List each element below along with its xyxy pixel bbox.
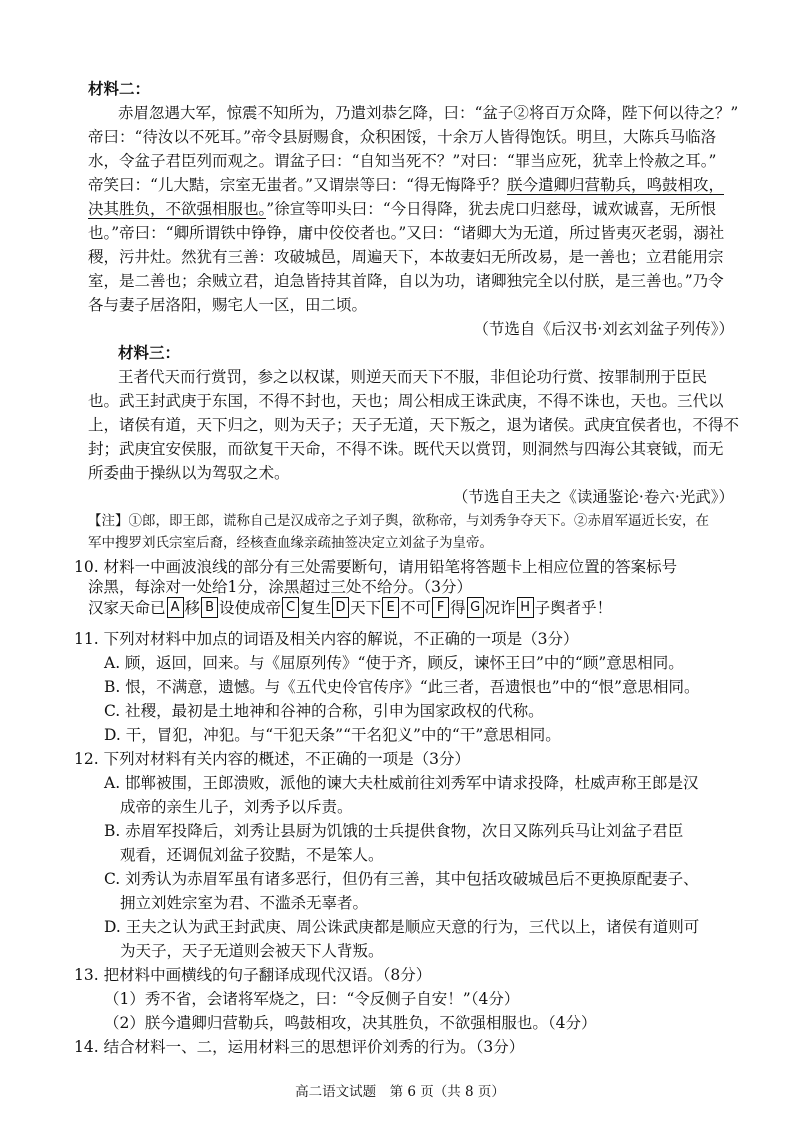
material2-line: 帝曰：“待汝以不死耳。”帝令县厨赐食，众积困馁，十余万人皆得饱饫。明旦，大陈兵马临洛 <box>88 128 717 146</box>
q11-option-b: B. 恨，不满意，遗憾。与《五代史伶官传序》“此三者，吾遗恨也”中的“恨”意思相同。 <box>104 678 700 696</box>
note-line: 【注】①郎，即王郎，谎称自己是汉成帝之子刘子舆，欲称帝，与刘秀争夺天下。②赤眉军逼近长安，在 <box>88 513 709 529</box>
material2-line: 室，是二善也；余贼立君，迫急皆持其首降，自以为功，诸卿独完全以付朕，是三善也。”乃令 <box>88 272 724 290</box>
material2-line: 稷，污井灶。然犹有三善：攻破城邑，周遍天下，本故妻妇无所改易，是一善也；立君能用宗 <box>88 248 724 266</box>
material3-source: （节选自王夫之《读通鉴论·卷六·光武》） <box>452 488 734 506</box>
answer-box-d[interactable]: D <box>332 597 349 618</box>
q12-option-d-cont: 为天子，天子无道则会被天下人背叛。 <box>120 942 384 960</box>
q10-stem: 10. 材料一中画波浪线的部分有三处需要断句，请用铅笔将答题卡上相应位置的答案标号 <box>74 558 678 576</box>
q11-option-d: D. 干，冒犯，冲犯。与“干犯天条”“干名犯义”中的“干”意思相同。 <box>104 726 561 744</box>
material3-line: 所委曲于操纵以为驾驭之术。 <box>88 464 290 482</box>
q12-option-b-cont: 观看，还调侃刘盆子狡黠，不是笨人。 <box>120 846 384 864</box>
material2-line: 帝笑曰：“儿大黠，宗室无蚩者。”又谓崇等曰：“得无悔降乎？朕今遣卿归营勒兵，鸣鼓相攻， <box>88 176 725 194</box>
material2-heading: 材料二： <box>88 79 151 98</box>
material2-line: 也。”帝曰：“卿所谓铁中铮铮，庸中佼佼者也。”又曰：“诸卿大为无道，所过皆夷灭老弱，溺社 <box>88 224 725 242</box>
material2-line: 赤眉忽遇大军，惊震不知所为，乃遣刘恭乞降，曰：“盆子②将百万众降，陛下何以待之？” <box>118 104 739 122</box>
note-line: 军中搜罗刘氏宗室后裔，经核查血缘亲疏抽签决定立刘盆子为皇帝。 <box>88 535 493 551</box>
q10-stem: 涂黑，每涂对一处给1分，涂黑超过三处不给分。（3分） <box>88 578 472 596</box>
answer-box-g[interactable]: G <box>467 597 484 618</box>
material3-heading: 材料三： <box>118 343 181 362</box>
q11-stem: 11. 下列对材料中加点的词语及相关内容的解说，不正确的一项是（3分） <box>74 630 579 648</box>
material3-line: 上，诸侯有道，天下归之，则为天子；天子无道，天下叛之，退为诸侯。武庚宜侯者也，不得不 <box>88 416 740 434</box>
answer-box-e[interactable]: E <box>382 597 399 618</box>
underlined-sentence: 决其胜负，不欲强相服也。 <box>88 200 267 218</box>
answer-box-c[interactable]: C <box>282 597 299 618</box>
material2-line: 各与妻子居洛阳，赐宅人一区，田二顷。 <box>88 296 368 314</box>
material2-source: （节选自《后汉书·刘玄刘盆子列传》） <box>473 320 734 338</box>
material3-line: 封；武庚宜安侯服，而欲复干天命，不得不诛。既代天以赏罚，则洞然与四海公其衰钺，而无 <box>88 440 724 458</box>
answer-box-b[interactable]: B <box>201 597 218 618</box>
q12-option-d: D. 王夫之认为武王封武庚、周公诛武庚都是顺应天意的行为，三代以上，诸侯有道则可 <box>104 918 700 936</box>
q10-answer-line: 汉家天命已 A 移 B 设使成帝 C 复生 D 天下 E 不可 F 得 G 况诈 H 子舆者乎！ <box>88 596 612 618</box>
material2-line: 水，令盆子君臣列而观之。谓盆子曰：“自知当死不？”对曰：“罪当应死，犹幸上怜赦之耳。” <box>88 152 717 170</box>
answer-box-a[interactable]: A <box>167 597 184 618</box>
material3-line: 王者代天而行赏罚，参之以权谋，则逆天而天下不服，非但论功行赏、按罪制刑于臣民 <box>118 368 708 386</box>
q14-stem: 14. 结合材料一、二，运用材料三的思想评价刘秀的行为。（3分） <box>74 1038 525 1056</box>
answer-box-f[interactable]: F <box>432 597 449 618</box>
q12-option-c-cont: 拥立刘姓宗室为君、不滥杀无辜者。 <box>120 894 369 912</box>
material3-line: 也。武王封武庚于东国，不得不封也，天也；周公相成王诛武庚，不得不诛也，天也。三代以 <box>88 392 724 410</box>
q12-option-c: C. 刘秀认为赤眉军虽有诸多恶行，但仍有三善，其中包括攻破城邑后不更换原配妻子、 <box>104 870 699 888</box>
q13-item-1: （1）秀不省，会诸将军烧之，曰：“令反侧子自安！”（4分） <box>104 990 520 1008</box>
q13-item-2: （2）朕今遣卿归营勒兵，鸣鼓相攻，决其胜负，不欲强相服也。（4分） <box>104 1014 597 1032</box>
page-footer: 高二语文试题 第 6 页（共 8 页） <box>295 1084 505 1100</box>
q12-option-b: B. 赤眉军投降后，刘秀让县厨为饥饿的士兵提供食物，次日又陈列兵马让刘盆子君臣 <box>104 822 684 840</box>
q11-option-a: A. 顾，返回，回来。与《屈原列传》“使于齐，顾反，谏怀王曰”中的“顾”意思相同。 <box>104 654 684 672</box>
q13-stem: 13. 把材料中画横线的句子翻译成现代汉语。（8分） <box>74 966 432 984</box>
q12-option-a-cont: 成帝的亲生儿子，刘秀予以斥责。 <box>120 798 353 816</box>
answer-box-h[interactable]: H <box>517 597 534 618</box>
q12-stem: 12. 下列对材料有关内容的概述，不正确的一项是（3分） <box>74 750 470 768</box>
q12-option-a: A. 邯郸被围，王郎溃败，派他的谏大夫杜威前往刘秀军中请求投降，杜威声称王郎是汉 <box>104 774 699 792</box>
q11-option-c: C. 社稷，最初是土地神和谷神的合称，引申为国家政权的代称。 <box>104 702 544 720</box>
material2-line: 决其胜负，不欲强相服也。”徐宣等叩头曰：“今日得降，犹去虎口归慈母，诚欢诚喜，无所恨 <box>88 200 717 218</box>
underlined-sentence: 朕今遣卿归营勒兵，鸣鼓相攻， <box>507 176 725 194</box>
